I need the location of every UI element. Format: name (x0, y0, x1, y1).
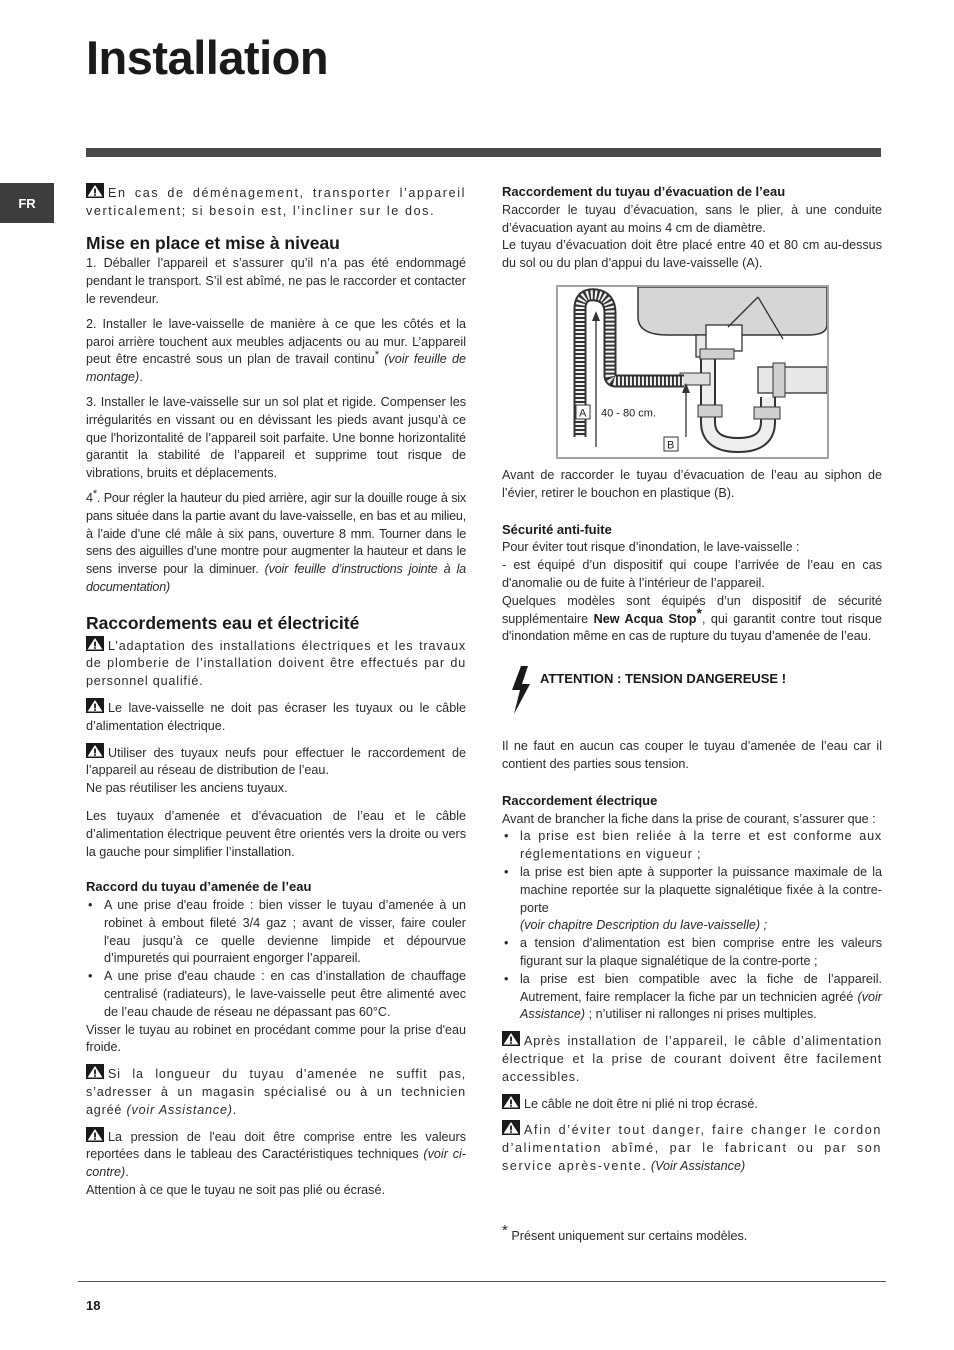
mise-step-4 (86, 487, 466, 597)
secu-paragraph-2: - est équipé d’un dispositif qui coupe l’arrivée de l’eau en cas d'anomalie ou de fuite à l’intérieur de l’appareil. (502, 558, 882, 590)
list-item: • la prise est bien reliée à la terre et est conforme aux réglementations en vigueur ; (502, 828, 882, 864)
elec-warning-1-text: Après installation de l’appareil, le câble d’alimentation électrique et la prise de courant doivent être facilement accessibles. (502, 1034, 882, 1084)
footer-rule (78, 1281, 886, 1282)
page-number: 18 (86, 1298, 101, 1313)
asterisk-mark: * (502, 1221, 508, 1239)
racc-warning-2-text: Le lave-vaisselle ne doit pas écraser les tuyaux ou le câble d’alimentation électrique. (86, 700, 466, 733)
racc-warning-3 (86, 743, 466, 798)
footnote-text: Présent uniquement sur certains modèles. (511, 1229, 748, 1243)
secu-paragraph-3a: Quelques modèles sont équipés d’un dispositif de sécurité supplémentaire (502, 593, 882, 626)
amenee-warning-2-text: La pression de l'eau doit être comprise entre les valeurs reportées dans le tableau des Caractéristiques techniques (86, 1129, 466, 1162)
warning-icon (86, 1064, 104, 1079)
new-acqua-stop: New Acqua Stop (593, 611, 697, 626)
siphon-illustration (558, 287, 827, 457)
diagram-label-a: A (579, 407, 587, 420)
language-label: FR (18, 195, 36, 211)
warning-icon (86, 636, 104, 651)
intro-text: En cas de déménagement, transporter l’appareil verticalement; si besoin est, l’incliner sur le dos. (86, 186, 466, 218)
subsection-title-electrique: Raccordement électrique (502, 792, 658, 808)
mise-step-1: 1. Déballer l’appareil et s’assurer qu’il n’a pas été endommagé pendant le transport. S’il est abîmé, ne pas le raccorder et contacter le revendeur. (86, 256, 466, 306)
evac-paragraph-3: Avant de raccorder le tuyau d’évacuation de l’eau au siphon de l’évier, retirer le bouchon en plastique (B). (502, 467, 882, 500)
secu-paragraph-3 (502, 593, 882, 646)
elec-paragraph: Avant de brancher la fiche dans la prise de courant, s’assurer que : (502, 811, 876, 826)
secu-paragraph-1: Pour éviter tout risque d’inondation, le lave-vaisselle : (502, 540, 800, 555)
language-tab (0, 183, 54, 223)
asterisk-mark: * (92, 487, 97, 500)
warning-icon (86, 1127, 104, 1142)
right-column (502, 183, 882, 1183)
warning-icon (502, 1094, 520, 1109)
list-item-end: ; n’utiliser ni rallonges ni prises multiples. (585, 1007, 817, 1022)
section-title-mise: Mise en place et mise à niveau (86, 232, 340, 253)
drain-hose-diagram (556, 285, 829, 459)
mise-step-4-text: . Pour régler la hauteur du pied arrière, agir sur la douille rouge à six pans située dans la partie avant du lave-vaisselle, en bas et au milieu, à l’aide d’une clé mâle à six pans, ouverture 8 mm. Tourner dans le sens des aiguilles d’une montre pour augmenter la hauteur et dans le sens inverse pour la diminuer. (86, 490, 466, 577)
left-column (86, 183, 466, 1207)
list-item-text: la prise est bien compatible avec la fiche de l’appareil. Autrement, faire remplacer la fiche par un technicien agréé (520, 971, 882, 1004)
warning-icon (502, 1120, 520, 1135)
asterisk-mark: * (696, 604, 702, 621)
list-item: • A une prise d'eau chaude : en cas d’installation de chauffage centralisé (radiateurs), le lave-vaisselle peut être alimenté avec de l’eau chaude de réseau ne dépassant pas 60°C. (86, 968, 466, 1021)
mise-step-2-ref: (voir feuille de montage) (86, 352, 466, 385)
amenee-warning-1-ref: (voir Assistance) (126, 1102, 233, 1117)
header-rule (86, 148, 881, 157)
list-item (502, 864, 882, 935)
warning-icon (86, 743, 104, 758)
amenee-warning-1-text: Si la longueur du tuyau d’amenée ne suffit pas, s’adresser à un magasin spécialisé ou à un technicien agréé (86, 1067, 466, 1117)
elec-warning-1 (502, 1031, 882, 1086)
warning-icon (86, 698, 104, 713)
mise-step-4-ref: (voir feuille d’instructions jointe à la documentation) (86, 562, 466, 594)
mise-step-3: 3. Installer le lave-vaisselle sur un sol plat et rigide. Compenser les irrégularités en vissant ou en dévissant les pieds avant jusqu'à ce que l'horizontalité de l’appareil soit parfaite. Une bonne horizontalité garantit la stabilité de l’appareil et supprime tout risque de vibrations, bruits et déplacements. (86, 394, 466, 481)
elec-list (502, 828, 882, 1024)
elec-warning-2-text: Le câble ne doit être ni plié ni trop écrasé. (524, 1096, 758, 1111)
amenee-warning-2-ref: (voir ci-contre) (86, 1147, 466, 1180)
danger-notice-text: ATTENTION : TENSION DANGEREUSE ! (540, 671, 787, 687)
subsection-title-securite: Sécurité anti-fuite (502, 521, 612, 537)
secu-paragraph-3b: , qui garantit contre tout risque d'inondation même en cas de rupture du tuyau d’amenée de l’eau. (502, 611, 882, 644)
mise-step-2: 2. Installer le lave-vaisselle de manière à ce que les côtés et la paroi arrière touchent aux meubles adjacents ou au mur. L’appareil peut être encastré sous un plan de travail continu* (voir feuille de montage). (86, 316, 466, 385)
elec-warning-3 (502, 1120, 882, 1175)
tension-paragraph: Il ne faut en aucun cas couper le tuyau d’amenée de l’eau car il contient des parties sous tension. (502, 739, 882, 771)
danger-notice (502, 664, 882, 716)
page-title: Installation (86, 31, 329, 84)
amenee-warning-1: Si la longueur du tuyau d’amenée ne suffit pas, s’adresser à un magasin spécialisé ou à un technicien agréé (voir Assistance). (86, 1064, 466, 1119)
list-item: • a tension d’alimentation est bien comprise entre les valeurs figurant sur la plaque signalétique de la contre-porte ; (502, 935, 882, 971)
amenee-last: Attention à ce que le tuyau ne soit pas plié ou écrasé. (86, 1183, 385, 1198)
elec-warning-3-ref: (Voir Assistance) (650, 1158, 746, 1173)
subsection-title-evacuation: Raccordement du tuyau d’évacuation de l’eau (502, 184, 786, 199)
elec-warning-3-text: Afin d’éviter tout danger, faire changer le cordon d’alimentation abîmé, par le fabricant ou par son service après-vente. (502, 1123, 882, 1173)
racc-warning-2 (86, 698, 466, 736)
warning-icon (502, 1031, 520, 1046)
evac-paragraph-1: Raccorder le tuyau d’évacuation, sans le plier, à une conduite d’évacuation ayant au moins 4 cm de diamètre. (502, 202, 882, 235)
intro-warning (86, 183, 466, 221)
racc-warning-1-text: L’adaptation des installations électriques et les travaux de plomberie de l’installation doivent être effectués par du personnel qualifié. (86, 638, 466, 689)
evac-paragraph-2: Le tuyau d’évacuation doit être placé entre 40 et 80 cm au-dessus du sol ou du plan d’appui du lave-vaisselle (A). (502, 238, 882, 271)
elec-warning-2 (502, 1094, 882, 1114)
warning-icon (86, 183, 104, 198)
list-item: • A une prise d'eau froide : bien visser le tuyau d’amenée à un robinet à embout fileté 3/4 gaz ; avant de visser, faire couler l'eau jusqu’à ce quelle devienne limpide et dépourvue d’impuretés qui pourraient engorger l’appareil. (86, 897, 466, 968)
racc-warning-3b-text: Ne pas réutiliser les anciens tuyaux. (86, 781, 288, 796)
list-item-ref: (voir chapitre Description du lave-vaisselle) ; (520, 918, 768, 933)
footnote (502, 1221, 748, 1243)
racc-warning-1 (86, 636, 466, 691)
list-item-text: la prise est bien apte à supporter la puissance maximale de la machine reportée sur la plaquette signalétique fixée à la contre-porte (520, 864, 882, 915)
mise-step-4-num: 4 (86, 490, 93, 505)
racc-paragraph: Les tuyaux d’amenée et d’évacuation de l’eau et le câble d’alimentation électrique peuvent être orientés vers la droite ou vers la gauche pour simplifier l’installation. (86, 808, 466, 859)
diagram-label-b: B (667, 439, 675, 452)
amenee-warning-2: La pression de l'eau doit être comprise entre les valeurs reportées dans le tableau des Caractéristiques techniques (voir ci-contre). (86, 1127, 466, 1182)
list-item-ref: (voir Assistance) (520, 989, 882, 1022)
asterisk-mark: * (374, 349, 379, 362)
amenee-paragraph: Visser le tuyau au robinet en procédant comme pour la prise d'eau froide. (86, 1022, 466, 1055)
amenee-list (86, 897, 466, 1022)
subsection-title-amenee: Raccord du tuyau d’amenée de l’eau (86, 879, 312, 895)
list-item (502, 971, 882, 1024)
mise-step-2-text: 2. Installer le lave-vaisselle de manière à ce que les côtés et la paroi arrière touchent aux meubles adjacents ou au mur. L’appareil peut être encastré sous un plan de travail continu (86, 316, 466, 367)
lightning-bolt-icon (508, 664, 536, 716)
racc-warning-3-text: Utiliser des tuyaux neufs pour effectuer le raccordement de l’appareil au réseau de distribution de l’eau. (86, 745, 466, 778)
diagram-height-range: 40 - 80 cm. (601, 407, 657, 420)
section-title-raccordements: Raccordements eau et électricité (86, 612, 360, 633)
